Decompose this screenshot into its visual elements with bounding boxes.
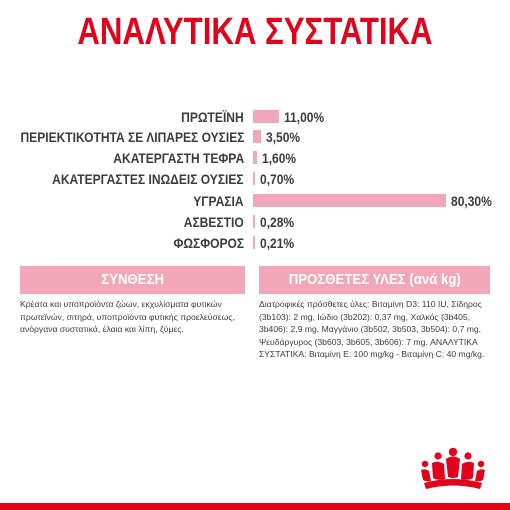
composition-heading-bar — [20, 266, 245, 294]
nutrient-label: ΑΣΒΕΣΤΙΟ — [184, 214, 244, 230]
additives-heading-bar — [259, 266, 490, 294]
composition-heading: ΣΥΝΘΕΣΗ — [101, 271, 164, 288]
nutrient-bar — [253, 172, 255, 185]
nutrient-bar — [253, 130, 261, 143]
nutrient-value: 3,50% — [266, 129, 301, 145]
composition-text: Κρέατα και υποπροϊόντα ζώων, εκχυλίσματα φυτικών πρωτεϊνών, σιτηρά, υποπροϊόντα φυτικής προελεύσεως, ανόργανα συστατικά, έλαια και λίπη, ζύμες. — [20, 299, 235, 335]
nutrient-value: 0,28% — [260, 214, 295, 230]
nutrient-value: 0,21% — [260, 235, 295, 251]
nutrient-row — [0, 127, 510, 147]
bottom-red-band — [0, 503, 510, 510]
nutrient-row — [0, 169, 510, 189]
nutrient-bar — [253, 110, 279, 123]
page-title: ΑΝΑΛΥΤΙΚΑ ΣΥΣΤΑΤΙΚΑ — [77, 11, 433, 53]
nutrient-label: ΠΕΡΙΕΚΤΙΚΟΤΗΤΑ ΣΕ ΛΙΠΑΡΕΣ ΟΥΣΙΕΣ — [19, 129, 244, 145]
nutrient-row — [0, 191, 510, 211]
additives-text: Διατροφικές πρόσθετες ύλες: Βιταμίνη D3: 110 IU, Σίδηρος (3b103): 2 mg, Ιώδιο (3b202): 0,37 mg, Χαλκός (3b405, 3b406): 2,9 mg, Μαγγάνιο (3b502, 3b503, 3b504): 0,7 mg, Ψευδάργυρος (3b603, 3b605, 3b606): 7 mg. ΑΝΑΛΥΤΙΚΑ ΣΥΣΤΑΤΙΚΑ: Βιταμίνη Ε: 100 mg/kg - Βιταμίνη C: 40 mg/kg. — [259, 299, 485, 360]
nutrient-label: ΑΚΑΤΕΡΓΑΣΤΕΣ ΙΝΩΔΕΙΣ ΟΥΣΙΕΣ — [52, 171, 244, 187]
nutrient-row — [0, 212, 510, 232]
royal-canin-crown-icon — [416, 445, 490, 497]
nutrient-label: ΦΩΣΦΟΡΟΣ — [173, 235, 244, 251]
nutrient-value: 11,00% — [284, 109, 325, 125]
nutrient-label: ΠΡΩΤΕΪΝΗ — [181, 109, 244, 125]
nutrient-row — [0, 148, 510, 168]
nutrient-value: 0,70% — [260, 171, 295, 187]
nutrient-bar — [253, 194, 446, 207]
nutrient-row — [0, 233, 510, 253]
nutrient-label: ΑΚΑΤΕΡΓΑΣΤΗ ΤΕΦΡΑ — [113, 150, 244, 166]
nutrient-value: 1,60% — [261, 150, 296, 166]
nutrient-label: ΥΓΡΑΣΙΑ — [193, 193, 244, 209]
nutrient-bar — [253, 151, 257, 164]
nutrient-bar — [253, 236, 255, 249]
nutrient-row — [0, 107, 510, 127]
nutrient-value: 80,30% — [451, 193, 492, 209]
nutrient-bar — [253, 215, 255, 228]
additives-heading: ΠΡΟΣΘΕΤΕΣ ΥΛΕΣ (ανά kg) — [288, 271, 461, 288]
